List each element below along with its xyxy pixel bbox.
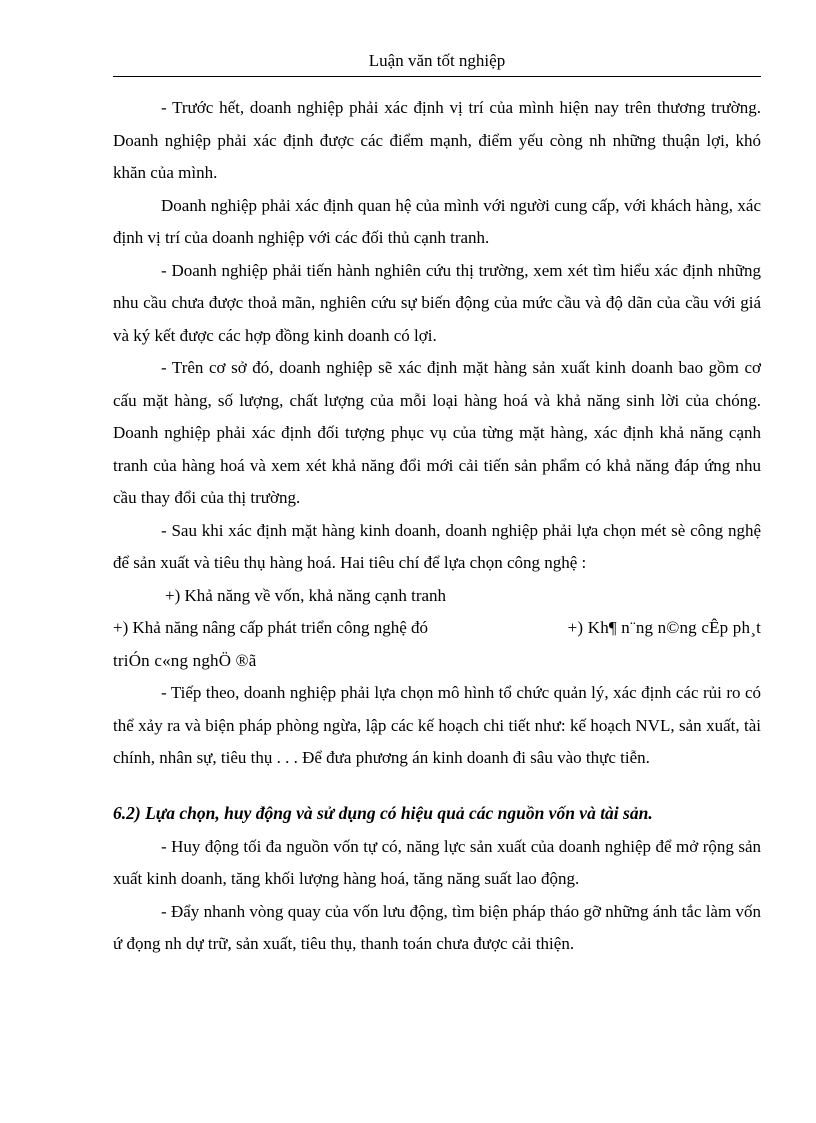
criterion-capital: +) Khả năng về vốn, khả năng cạnh tranh — [165, 585, 447, 605]
paragraph-technology-choice: - Sau khi xác định mặt hàng kinh doanh, doanh nghiệp phải lựa chọn mét sè công nghệ để sản xuất và tiêu thụ hàng hoá. Hai tiêu chí để lựa chọn công nghệ : — [113, 520, 761, 572]
paragraph-market-research: - Doanh nghiệp phải tiến hành nghiên cứu thị trường, xem xét tìm hiểu xác định những nhu cầu chưa được thoả mãn, nghiên cứu sự biến động của mức cầu và độ dãn của cầu với giá và ký kết được các hợp đồng kinh doanh có lợi. — [113, 260, 761, 345]
paragraph-working-capital: - Đẩy nhanh vòng quay của vốn lưu động, tìm biện pháp tháo gỡ những ánh tắc làm vốn ứ đọng nh dự trữ, sản xuất, tiêu thụ, thanh toán chưa được cải thiện. — [113, 901, 761, 953]
criterion-technology-legacy-cont: triÓn c«ng nghÖ ®ã — [113, 650, 257, 670]
section-heading: 6.2) Lựa chọn, huy động và sử dụng có hiệu quả các nguồn vốn và tài sản. — [113, 802, 653, 823]
paragraph-relationships: Doanh nghiệp phải xác định quan hệ của mình với người cung cấp, với khách hàng, xác định vị trí của doanh nghiệp với các đối thủ cạnh tranh. — [113, 195, 761, 247]
paragraph-market-position: - Trước hết, doanh nghiệp phải xác định vị trí của mình hiện nay trên thương trường. Doanh nghiệp phải xác định được các điểm mạnh, điểm yếu còng nh những thuận lợi, khó khăn của mình. — [113, 98, 761, 182]
document-body — [113, 92, 761, 961]
paragraph-capital-mobilization: - Huy động tối đa nguồn vốn tự có, năng lực sản xuất của doanh nghiệp để mở rộng sản xuất kinh doanh, tăng khối lượng hàng hoá, tăng năng suất lao động. — [113, 836, 761, 888]
paragraph-product-selection: - Trên cơ sở đó, doanh nghiệp sẽ xác định mặt hàng sản xuất kinh doanh bao gồm cơ cấu mặt hàng, số lượng, chất lượng của mỗi loại hàng hoá và khả năng sinh lời của chóng. Doanh nghiệp phải xác định đối tượng phục vụ của từng mặt hàng, xác định khả năng cạnh tranh của hàng hoá và xem xét khả năng đổi mới cải tiến sản phẩm có khả năng đáp ứng nhu cầu thay đổi của thị trường. — [113, 358, 761, 507]
header-title: Luận văn tốt nghiệp — [368, 51, 506, 70]
paragraph-organization-model: - Tiếp theo, doanh nghiệp phải lựa chọn mô hình tổ chức quản lý, xác định các rủi ro có thể xảy ra và biện pháp phòng ngừa, lập các kế hoạch chi tiết như: kế hoạch NVL, sản xuất, tài chính, nhân sự, tiêu thụ . . . Để đưa phương án kinh doanh đi sâu vào thực tiễn. — [113, 683, 761, 767]
criterion-technology-row — [113, 612, 761, 645]
page-header — [113, 48, 761, 77]
criterion-technology-legacy: +) Kh¶ n¨ng n©ng cÊp ph¸t — [567, 618, 761, 637]
criterion-technology: +) Khả năng nâng cấp phát triển công nghệ đó — [113, 618, 429, 637]
